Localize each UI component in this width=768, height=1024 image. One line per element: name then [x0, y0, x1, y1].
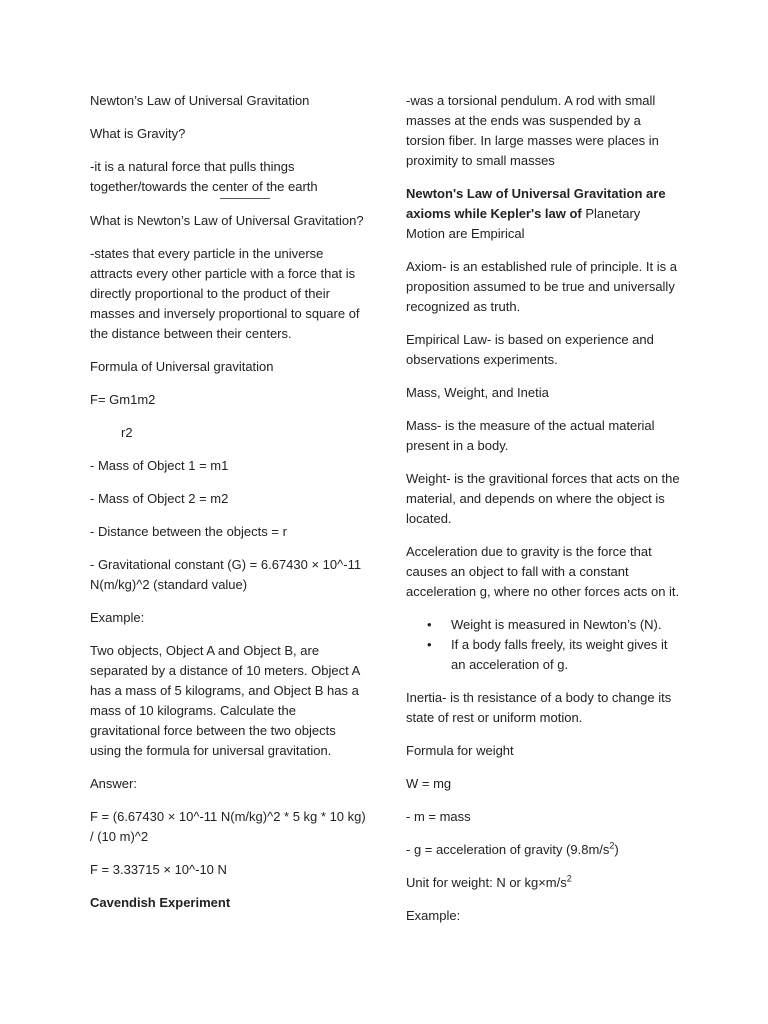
cavendish-description: -was a torsional pendulum. A rod with small masses at the ends was suspended by a torsion fiber. In large masses were places in proximity to small masses — [406, 93, 659, 168]
question-gravity: What is Gravity? — [90, 126, 186, 141]
bullet-text: Weight is measured in Newton’s (N). — [451, 617, 662, 632]
bullet-text: If a body falls freely, its weight gives it an acceleration of g. — [451, 637, 668, 672]
variable-gravity-text: - g = acceleration of gravity (9.8m/s — [406, 842, 610, 857]
weight-formula-heading: Formula for weight — [406, 743, 514, 758]
weight-formula: W = mg — [406, 776, 452, 791]
variable-m1: - Mass of Object 1 = m1 — [90, 458, 229, 473]
example-label: Example: — [90, 610, 145, 625]
mass-weight-inertia-heading: Mass, Weight, and Inetia — [406, 385, 549, 400]
bullet-list — [406, 615, 682, 675]
variable-m2: - Mass of Object 2 = m2 — [90, 491, 229, 506]
question-law: What is Newton’s Law of Universal Gravitation? — [90, 213, 364, 228]
bullet-icon: • — [427, 617, 432, 632]
empirical-definition: Empirical Law- is based on experience and observations experiments. — [406, 332, 654, 367]
example-label-right: Example: — [406, 908, 461, 923]
bullet-item — [427, 615, 682, 635]
formula-numerator: F= Gm1m2 — [90, 392, 156, 407]
variable-mass: - m = mass — [406, 809, 471, 824]
axiom-statement-bold: Newton's Law of Universal Gravitation are axioms while Kepler's law of — [406, 186, 666, 221]
document-title: Newton’s Law of Universal Gravitation — [90, 93, 310, 108]
weight-unit-exponent: 2 — [566, 873, 572, 884]
acceleration-definition: Acceleration due to gravity is the force that causes an object to fall with a constant acceleration g, where no other forces acts on it. — [406, 544, 680, 599]
variable-gravity-close: ) — [614, 842, 619, 857]
formula-heading: Formula of Universal gravitation — [90, 359, 274, 374]
example-text: Two objects, Object A and Object B, are separated by a distance of 10 meters. Object A has a mass of 5 kilograms, and Object B has a mass of 10 kilograms. Calculate the gravitational force between the two objects using the formula for universal gravitation. — [90, 643, 360, 758]
answer-label: Answer: — [90, 776, 137, 791]
formula-denominator: r2 — [121, 425, 133, 440]
inertia-definition: Inertia- is th resistance of a body to change its state of rest or uniform motion. — [406, 690, 672, 725]
variable-gravity-exponent: 2 — [609, 840, 615, 851]
weight-definition: Weight- is the gravitional forces that acts on the material, and depends on where the object is located. — [406, 471, 680, 526]
weight-unit-text: Unit for weight: N or kg×m/s — [406, 875, 567, 890]
variable-r: - Distance between the objects = r — [90, 524, 287, 539]
cavendish-heading: Cavendish Experiment — [90, 895, 231, 910]
axiom-statement-normal: Planetary Motion are Empirical — [406, 206, 641, 241]
answer-law: -states that every particle in the universe attracts every other particle with a force that is directly proportional to the product of their masses and inversely proportional to square of the distance between their centers. — [90, 246, 360, 341]
left-column — [90, 91, 366, 926]
answer-result: F = 3.33715 × 10^-10 N — [90, 862, 227, 877]
variable-g: - Gravitational constant (G) = 6.67430 × 10^-11 N(m/kg)^2 (standard value) — [90, 557, 362, 592]
answer-gravity: -it is a natural force that pulls things together/towards the center of the earth — [90, 159, 318, 194]
axiom-statement — [406, 184, 682, 244]
weight-unit — [406, 873, 682, 893]
underline-divider — [220, 198, 270, 199]
right-column — [406, 91, 682, 939]
bullet-item — [427, 635, 682, 675]
answer-calculation: F = (6.67430 × 10^-11 N(m/kg)^2 * 5 kg * 10 kg) / (10 m)^2 — [90, 809, 366, 844]
bullet-icon: • — [427, 637, 432, 652]
variable-gravity — [406, 840, 682, 860]
mass-definition: Mass- is the measure of the actual material present in a body. — [406, 418, 655, 453]
axiom-definition: Axiom- is an established rule of principle. It is a proposition assumed to be true and universally recognized as truth. — [406, 259, 677, 314]
